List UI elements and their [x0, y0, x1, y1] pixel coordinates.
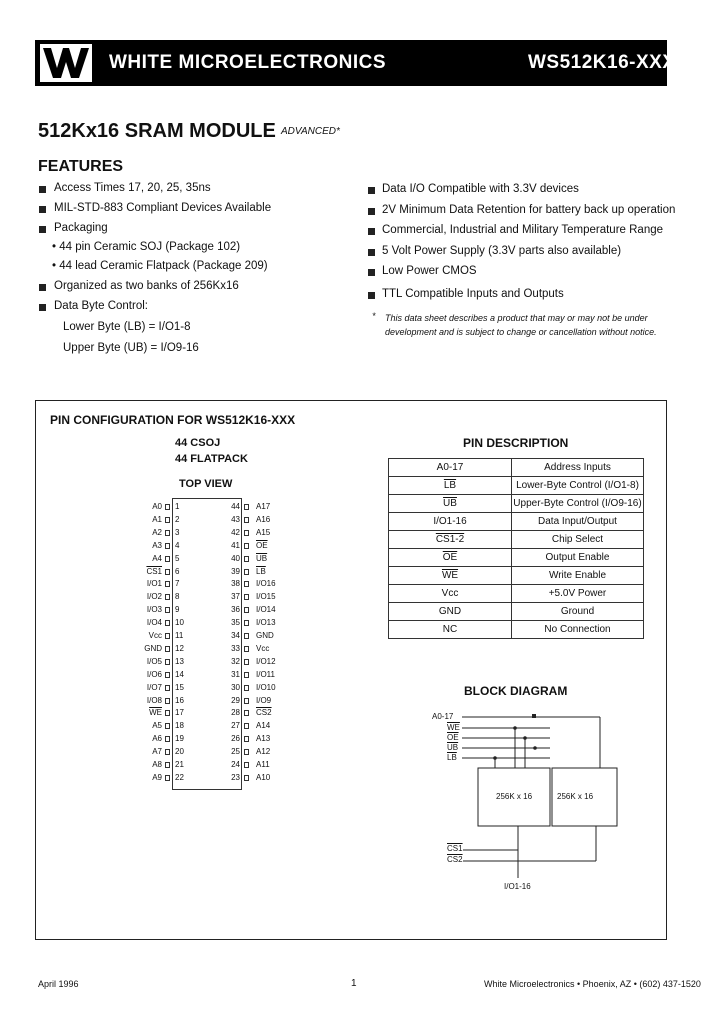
- pin-symbol-cell: $\overline{UB}$: [389, 495, 512, 513]
- pin-number: 13: [175, 656, 184, 666]
- pin-number: 2: [175, 514, 180, 524]
- pin-name: GND: [256, 631, 274, 640]
- pin-pad: [244, 594, 249, 600]
- signal-label: $\overline{LB}$: [447, 753, 457, 762]
- pin-number: 1: [175, 502, 180, 511]
- table-row: [389, 477, 644, 495]
- footnote-marker: *: [372, 311, 376, 321]
- pin-symbol-cell: Vcc: [389, 585, 512, 603]
- pin-pad: [244, 723, 249, 729]
- pin-symbol-cell: $\overline{WE}$: [389, 567, 512, 585]
- table-row: [389, 459, 644, 477]
- pin-name: A6: [152, 734, 162, 744]
- pin-pad: [244, 646, 249, 652]
- pin-name: A11: [256, 760, 270, 769]
- pin-number: 17: [175, 708, 184, 718]
- pin-number: 25: [231, 747, 240, 757]
- document-title: 512Kx16 SRAM MODULE: [38, 120, 276, 142]
- pin-number: 37: [231, 592, 240, 602]
- pin-number: 3: [175, 527, 180, 537]
- pin-name: A9: [152, 772, 162, 782]
- pin-name: I/O1: [146, 579, 162, 589]
- pin-name: I/O5: [146, 656, 162, 666]
- pin-number: 9: [175, 605, 180, 615]
- pin-pad: [244, 698, 249, 704]
- table-row: [389, 513, 644, 531]
- footnote-line: development and is subject to change or cancellation without notice.: [385, 327, 657, 337]
- pin-number: 35: [231, 618, 240, 628]
- bullet-icon: [368, 249, 375, 256]
- pin-name: A12: [256, 747, 271, 757]
- pin-number: 31: [231, 669, 240, 679]
- feature-item: 2V Minimum Data Retention for battery back up operation: [382, 204, 676, 216]
- bullet-icon: [368, 269, 375, 276]
- signal-label: $\overline{WE}$: [447, 723, 460, 732]
- pin-pad: [244, 762, 249, 768]
- table-row: [389, 621, 644, 639]
- memory-chip-label: 256K x 16: [557, 792, 594, 801]
- pin-pad: [165, 594, 170, 600]
- pin-symbol-cell: A0-17: [389, 459, 512, 477]
- pin-configuration-heading: PIN CONFIGURATION FOR WS512K16-XXX: [50, 413, 296, 427]
- pin-symbol-cell: $\overline{LB}$: [389, 477, 512, 495]
- pin-name: $\overline{UB}$: [256, 553, 268, 563]
- block-diagram-heading: BLOCK DIAGRAM: [464, 684, 568, 698]
- pin-name: A13: [256, 734, 271, 744]
- table-row: [389, 549, 644, 567]
- pin-number: 11: [175, 631, 184, 640]
- pin-number: 16: [175, 695, 184, 705]
- pin-number: 14: [175, 669, 184, 679]
- pin-pad: [165, 659, 170, 665]
- bullet-icon: [39, 186, 46, 193]
- feature-item: Data I/O Compatible with 3.3V devices: [382, 183, 579, 195]
- bullet-icon: [368, 208, 375, 215]
- pin-pad: [165, 556, 170, 562]
- chip-select-label: CS1: [447, 844, 463, 853]
- table-row: [389, 531, 644, 549]
- package-label: 44 CSOJ: [175, 437, 221, 449]
- bullet-icon: [368, 292, 375, 299]
- pin-name: A0: [152, 502, 162, 511]
- pin-name: A5: [152, 721, 162, 731]
- bullet-icon: [368, 228, 375, 235]
- pin-number: 15: [175, 682, 184, 692]
- pin-number: 12: [175, 643, 184, 653]
- signal-label: A0-17: [432, 712, 454, 721]
- pin-pad: [165, 775, 170, 781]
- pin-name: CS1: [146, 566, 162, 576]
- top-view-label: TOP VIEW: [179, 478, 233, 490]
- pin-pad: [244, 620, 249, 626]
- bullet-icon: [368, 187, 375, 194]
- pin-pad: [244, 749, 249, 755]
- table-row: [389, 567, 644, 585]
- pin-number: 32: [231, 656, 240, 666]
- pin-number: 43: [231, 514, 240, 524]
- page-number: 1: [351, 978, 357, 989]
- bullet-icon: [39, 304, 46, 311]
- pin-pad: [165, 672, 170, 678]
- features-heading: FEATURES: [38, 158, 124, 175]
- pin-name: I/O6: [146, 669, 162, 679]
- pin-name: I/O10: [256, 682, 276, 692]
- pin-number: 26: [231, 734, 240, 744]
- footer-date: April 1996: [38, 979, 79, 989]
- pin-pad: [244, 504, 249, 510]
- signal-label: $\overline{OE}$: [447, 733, 459, 742]
- pin-pad: [165, 504, 170, 510]
- pin-pad: [165, 543, 170, 549]
- status-label: ADVANCED*: [281, 126, 340, 137]
- io-label: I/O1-16: [504, 882, 531, 891]
- footer-contact: White Microelectronics • Phoenix, AZ • (602) 437-1520: [484, 979, 701, 989]
- pin-symbol-cell: GND: [389, 603, 512, 621]
- pin-function-cell: Lower-Byte Control (I/O1-8): [512, 477, 644, 495]
- company-logo: [40, 44, 92, 82]
- pin-number: 34: [231, 631, 240, 640]
- pin-pad: [165, 646, 170, 652]
- pin-pad: [244, 775, 249, 781]
- pin-symbol-cell: CS1-2: [389, 531, 512, 549]
- bullet-icon: [39, 206, 46, 213]
- pin-function-cell: Ground: [512, 603, 644, 621]
- feature-item: MIL-STD-883 Compliant Devices Available: [54, 202, 272, 214]
- pin-pad: [244, 569, 249, 575]
- pin-number: 30: [231, 682, 240, 692]
- pin-name: I/O3: [146, 605, 162, 615]
- pin-pad: [244, 530, 249, 536]
- pin-function-cell: No Connection: [512, 621, 644, 639]
- pin-pad: [244, 710, 249, 716]
- pin-name: I/O15: [256, 592, 276, 602]
- pin-name: I/O8: [146, 695, 162, 705]
- pin-function-cell: Data Input/Output: [512, 513, 644, 531]
- pin-name: A1: [152, 514, 162, 524]
- feature-item: 5 Volt Power Supply (3.3V parts also available): [382, 245, 622, 257]
- pin-name: $\overline{LB}$: [256, 566, 266, 576]
- pin-pad: [244, 659, 249, 665]
- pin-pad: [165, 698, 170, 704]
- pin-pad: [165, 530, 170, 536]
- pin-number: 40: [231, 553, 240, 563]
- pin-name: A8: [152, 760, 162, 769]
- feature-item: Data Byte Control:: [54, 300, 148, 312]
- pin-number: 38: [231, 579, 240, 589]
- pin-name: GND: [144, 643, 162, 653]
- pin-number: 5: [175, 553, 180, 563]
- feature-item: Access Times 17, 20, 25, 35ns: [54, 182, 211, 194]
- bullet-icon: [39, 284, 46, 291]
- pin-number: 7: [175, 579, 180, 589]
- pin-function-cell: +5.0V Power: [512, 585, 644, 603]
- pin-pad: [165, 749, 170, 755]
- bullet-icon: [39, 226, 46, 233]
- feature-subitem: Upper Byte (UB) = I/O9-16: [63, 342, 199, 354]
- pin-name: A3: [152, 540, 162, 550]
- pin-name: I/O7: [146, 682, 162, 692]
- pin-number: 23: [231, 772, 240, 782]
- pin-number: 42: [231, 527, 240, 537]
- pin-number: 19: [175, 734, 184, 744]
- feature-subitem: • 44 pin Ceramic SOJ (Package 102): [52, 241, 241, 253]
- part-number: WS512K16-XXX: [528, 52, 676, 73]
- pin-name: I/O16: [256, 579, 276, 589]
- pin-pad: [165, 762, 170, 768]
- pin-name: Vcc: [148, 631, 162, 640]
- package-label: 44 FLATPACK: [175, 453, 248, 465]
- pin-symbol-cell: I/O1-16: [389, 513, 512, 531]
- feature-item: Organized as two banks of 256Kx16: [54, 280, 239, 292]
- pin-pad: [165, 620, 170, 626]
- pin-pad: [244, 543, 249, 549]
- footnote-line: This data sheet describes a product that may or may not be under: [385, 313, 648, 323]
- pin-pad: [165, 723, 170, 729]
- pin-name: I/O14: [256, 605, 276, 615]
- pin-pad: [165, 710, 170, 716]
- pin-pad: [244, 633, 249, 639]
- pin-name: I/O2: [146, 592, 162, 602]
- pin-name: A7: [152, 747, 162, 757]
- pin-name: I/O9: [256, 695, 272, 705]
- pin-number: 21: [175, 760, 184, 769]
- pin-number: 28: [231, 708, 240, 718]
- pin-name: I/O13: [256, 618, 276, 628]
- pin-name: A15: [256, 527, 271, 537]
- pin-name: I/O4: [146, 618, 162, 628]
- pin-number: 39: [231, 566, 240, 576]
- feature-subitem: Lower Byte (LB) = I/O1-8: [63, 321, 191, 333]
- pin-symbol-cell: NC: [389, 621, 512, 639]
- pin-number: 36: [231, 605, 240, 615]
- chip-select-label: CS2: [447, 855, 463, 864]
- pin-name: A10: [256, 772, 271, 782]
- pin-pad: [165, 517, 170, 523]
- pin-pad: [165, 736, 170, 742]
- feature-item: Packaging: [54, 222, 108, 234]
- pin-number: 44: [231, 502, 240, 511]
- memory-chip-label: 256K x 16: [496, 792, 533, 801]
- table-row: [389, 585, 644, 603]
- pin-name: CS2: [256, 708, 272, 718]
- pin-number: 4: [175, 540, 180, 550]
- pin-name: I/O12: [256, 656, 276, 666]
- pin-number: 41: [231, 540, 240, 550]
- pin-number: 29: [231, 695, 240, 705]
- pin-number: 33: [231, 643, 240, 653]
- feature-item: TTL Compatible Inputs and Outputs: [382, 288, 564, 300]
- pin-number: 22: [175, 772, 184, 782]
- pin-function-cell: Output Enable: [512, 549, 644, 567]
- pin-name: A14: [256, 721, 271, 731]
- pin-pad: [244, 581, 249, 587]
- pin-function-cell: Upper-Byte Control (I/O9-16): [512, 495, 644, 513]
- pin-name: Vcc: [256, 643, 270, 653]
- pin-number: 27: [231, 721, 240, 731]
- pin-name: $\overline{WE}$: [149, 708, 162, 718]
- company-name: WHITE MICROELECTRONICS: [109, 52, 386, 73]
- pin-name: A2: [152, 527, 162, 537]
- pin-number: 10: [175, 618, 184, 628]
- pin-number: 8: [175, 592, 180, 602]
- feature-item: Low Power CMOS: [382, 265, 477, 277]
- pin-pad: [244, 736, 249, 742]
- feature-item: Commercial, Industrial and Military Temperature Range: [382, 224, 664, 236]
- pin-pad: [244, 607, 249, 613]
- pin-number: 18: [175, 721, 184, 731]
- pin-name: A16: [256, 514, 271, 524]
- pin-function-cell: Chip Select: [512, 531, 644, 549]
- pin-description-table: [388, 458, 644, 639]
- pin-number: 24: [231, 760, 240, 769]
- table-row: [389, 495, 644, 513]
- pin-pad: [165, 633, 170, 639]
- pin-description-heading: PIN DESCRIPTION: [463, 436, 569, 450]
- feature-subitem: • 44 lead Ceramic Flatpack (Package 209): [52, 260, 268, 272]
- pin-name: I/O11: [256, 669, 275, 679]
- pin-symbol-cell: $\overline{OE}$: [389, 549, 512, 567]
- pin-pad: [244, 672, 249, 678]
- pin-pad: [165, 607, 170, 613]
- pin-name: A4: [152, 553, 162, 563]
- pin-function-cell: Write Enable: [512, 567, 644, 585]
- table-row: [389, 603, 644, 621]
- signal-label: $\overline{UB}$: [447, 743, 459, 752]
- pin-pad: [244, 685, 249, 691]
- pin-pad: [244, 556, 249, 562]
- pin-number: 20: [175, 747, 184, 757]
- pin-function-cell: Address Inputs: [512, 459, 644, 477]
- pin-pad: [244, 517, 249, 523]
- pin-name: A17: [256, 502, 271, 511]
- pin-pad: [165, 685, 170, 691]
- pin-pad: [165, 581, 170, 587]
- pin-pad: [165, 569, 170, 575]
- pin-number: 6: [175, 566, 180, 576]
- pin-name: $\overline{OE}$: [256, 540, 268, 550]
